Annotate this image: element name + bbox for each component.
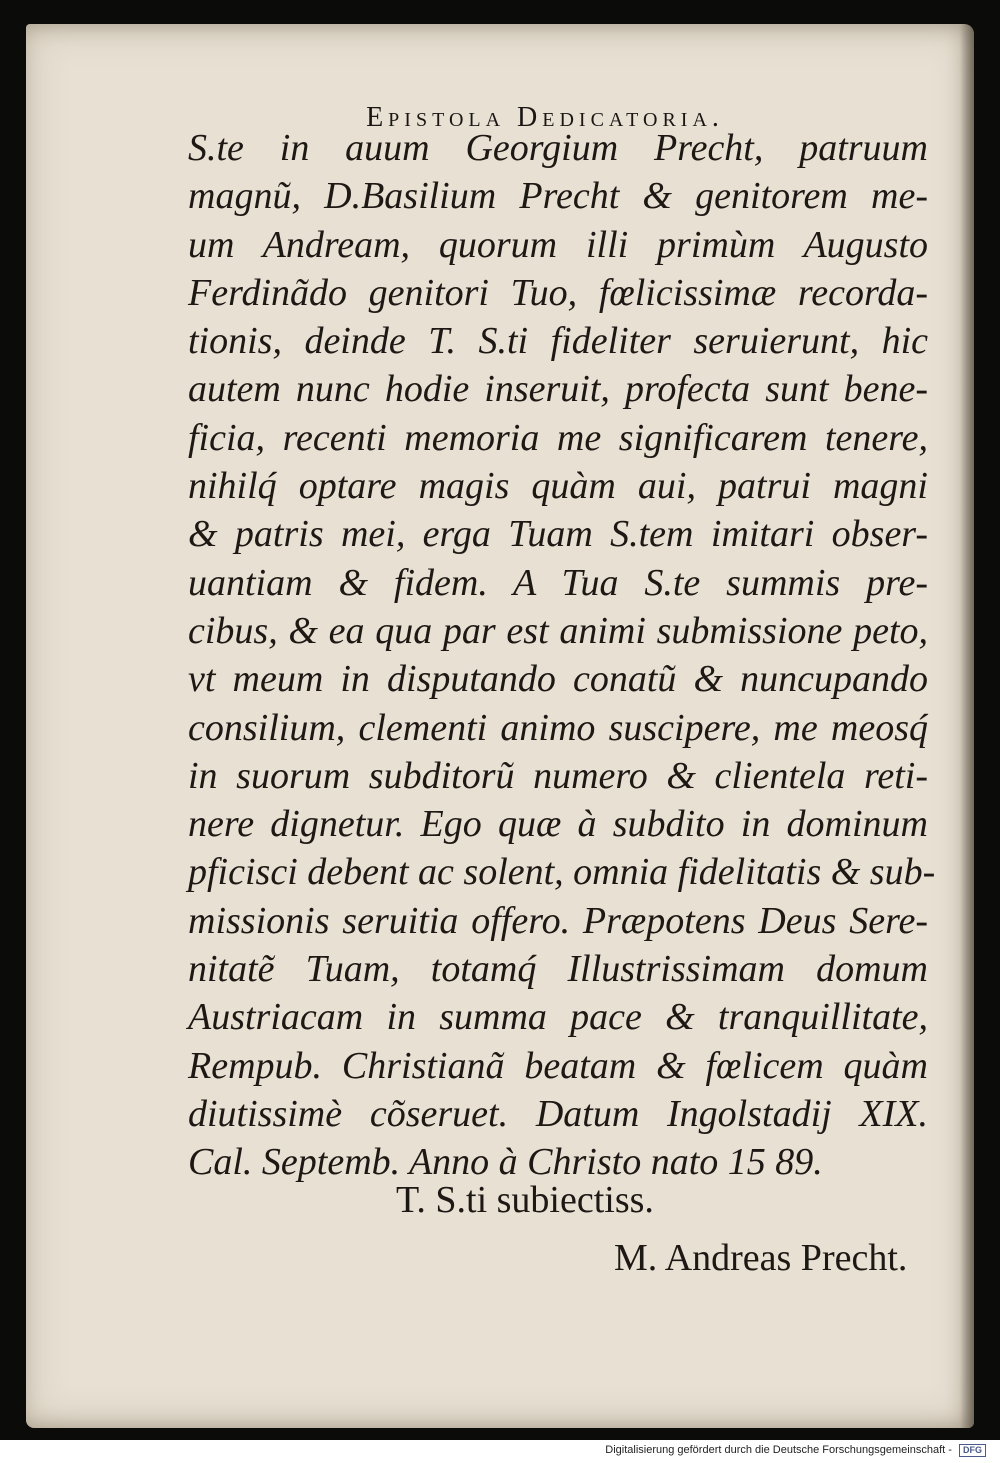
- text-line: pficisci debent ac solent, omnia fidelitatis & sub-: [188, 851, 936, 894]
- text-line: nere dignetur. Ego quæ à subdito in dominum: [188, 803, 928, 846]
- text-line: autem nunc hodie inseruit, profecta sunt bene-: [188, 368, 928, 411]
- text-line: in suorum subditorũ numero & clientela reti-: [188, 754, 928, 797]
- text-line: S.te in auum Georgium Precht, patruum: [188, 127, 928, 169]
- page-edge-shadow: [960, 24, 974, 1428]
- body-text: [188, 124, 936, 1187]
- text-line: missionis seruitia offero. Præpotens Deus Sere-: [188, 899, 928, 942]
- text-line: & patris mei, erga Tuam S.tem imitari obser-: [188, 513, 928, 556]
- text-line: diutissimè cõseruet. Datum Ingolstadij XIX.: [188, 1092, 928, 1135]
- running-head: Epistola Dedicatoria.: [366, 102, 724, 133]
- text-line: Cal. Septemb. Anno à Christo nato 15 89.: [188, 1141, 823, 1184]
- text-line: ficia, recenti memoria me significarem tenere,: [188, 416, 928, 459]
- text-line: tionis, deinde T. S.ti fideliter seruierunt, hic: [188, 320, 928, 363]
- text-line: consilium, clementi animo suscipere, me meosq́: [188, 706, 928, 749]
- dfg-logo: DFG: [959, 1444, 986, 1457]
- text-line: um Andream, quorum illi primùm Augusto: [188, 223, 928, 266]
- text-line: Rempub. Christianã beatam & fœlicem quàm: [188, 1044, 928, 1087]
- text-line: nihilq́ optare magis quàm aui, patrui magni: [188, 465, 928, 508]
- text-line: nitatẽ Tuam, totamq́ Illustrissimam domum: [188, 948, 928, 991]
- text-line: Ferdinãdo genitori Tuo, fœlicissimæ recorda-: [188, 271, 928, 314]
- text-line: Austriacam in summa pace & tranquillitate,: [188, 996, 928, 1039]
- author-signature: M. Andreas Precht.: [614, 1237, 908, 1279]
- text-line: magnũ, D.Basilium Precht & genitorem me-: [188, 175, 928, 218]
- text-line: vt meum in disputando conatũ & nuncupando: [188, 658, 928, 701]
- closing-salutation: T. S.ti subiectiss.: [396, 1179, 654, 1221]
- text-line: cibus, & ea qua par est animi submissione peto,: [188, 609, 928, 652]
- text-line: uantiam & fidem. A Tua S.te summis pre-: [188, 561, 928, 604]
- footer-text: Digitalisierung gefördert durch die Deutsche Forschungsgemeinschaft -: [605, 1444, 952, 1456]
- digitization-footer: [605, 1444, 986, 1457]
